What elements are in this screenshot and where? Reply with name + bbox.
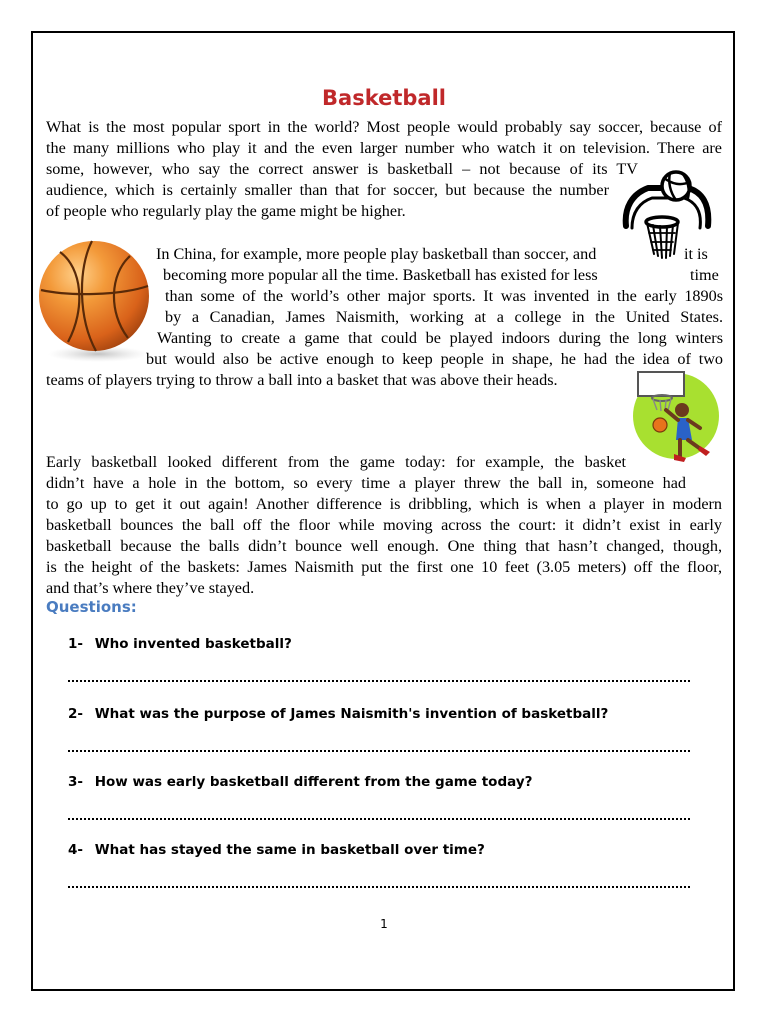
text-line: than some of the world’s other major sports. It was invented in the early 1890s (165, 287, 723, 305)
answer-line-4[interactable] (68, 884, 690, 888)
text-line: What is the most popular sport in the world? Most people would probably say soccer, because of (46, 118, 722, 136)
page-title: Basketball (322, 86, 446, 110)
player-dunking-icon (630, 370, 720, 466)
question-number: 1- (68, 636, 83, 652)
page-number: 1 (380, 917, 388, 931)
text-line: basketball because the balls didn’t bounce well enough. One thing that hasn’t changed, though, (46, 537, 722, 555)
text-line: the many millions who play it and the even larger number who watch it on television. There are (46, 139, 722, 157)
question-text: How was early basketball different from the game today? (94, 774, 533, 790)
questions-heading: Questions: (46, 598, 137, 616)
question-1 (68, 636, 292, 652)
answer-line-1[interactable] (68, 678, 690, 682)
text-line: becoming more popular all the time. Basketball has existed for less (163, 266, 598, 284)
question-text: What was the purpose of James Naismith's invention of basketball? (94, 706, 609, 722)
text-line: some, however, who say the correct answer is basketball – not because of its TV (46, 160, 638, 178)
question-number: 4- (68, 842, 83, 858)
basketball-icon (38, 238, 152, 364)
answer-line-2[interactable] (68, 748, 690, 752)
text-line: and that’s where they’ve stayed. (46, 579, 255, 597)
question-number: 2- (68, 706, 83, 722)
text-line: is the height of the baskets: James Naismith put the first one 10 feet (3.05 meters) off the floor, (46, 558, 722, 576)
text-line: by a Canadian, James Naismith, working at a college in the United States. (165, 308, 723, 326)
question-2 (68, 706, 608, 722)
question-4 (68, 842, 485, 858)
text-line: of people who regularly play the game might be higher. (46, 202, 406, 220)
question-3 (68, 774, 532, 790)
text-line: In China, for example, more people play basketball than soccer, and (156, 245, 597, 263)
answer-line-3[interactable] (68, 816, 690, 820)
question-text: What has stayed the same in basketball over time? (94, 842, 485, 858)
basketball-hoop-icon (618, 168, 714, 264)
text-line: basketball bounces the ball off the floor while moving across the court: it didn’t exist in early (46, 516, 722, 534)
text-line: time (690, 266, 719, 284)
text-line: audience, which is certainly smaller than that for soccer, but because the number (46, 181, 609, 199)
text-line: it is (684, 245, 708, 263)
text-line: Early basketball looked different from the game today: for example, the basket (46, 453, 626, 471)
question-number: 3- (68, 774, 83, 790)
question-text: Who invented basketball? (94, 636, 292, 652)
text-line: Wanting to create a game that could be played indoors during the long winters (157, 329, 723, 347)
text-line: teams of players trying to throw a ball into a basket that was above their heads. (46, 371, 558, 389)
text-line: to go up to get it out again! Another difference is dribbling, which is when a player in modern (46, 495, 722, 513)
text-line: didn’t have a hole in the bottom, so every time a player threw the ball in, someone had (46, 474, 686, 492)
text-line: but would also be active enough to keep people in shape, he had the idea of two (146, 350, 723, 368)
